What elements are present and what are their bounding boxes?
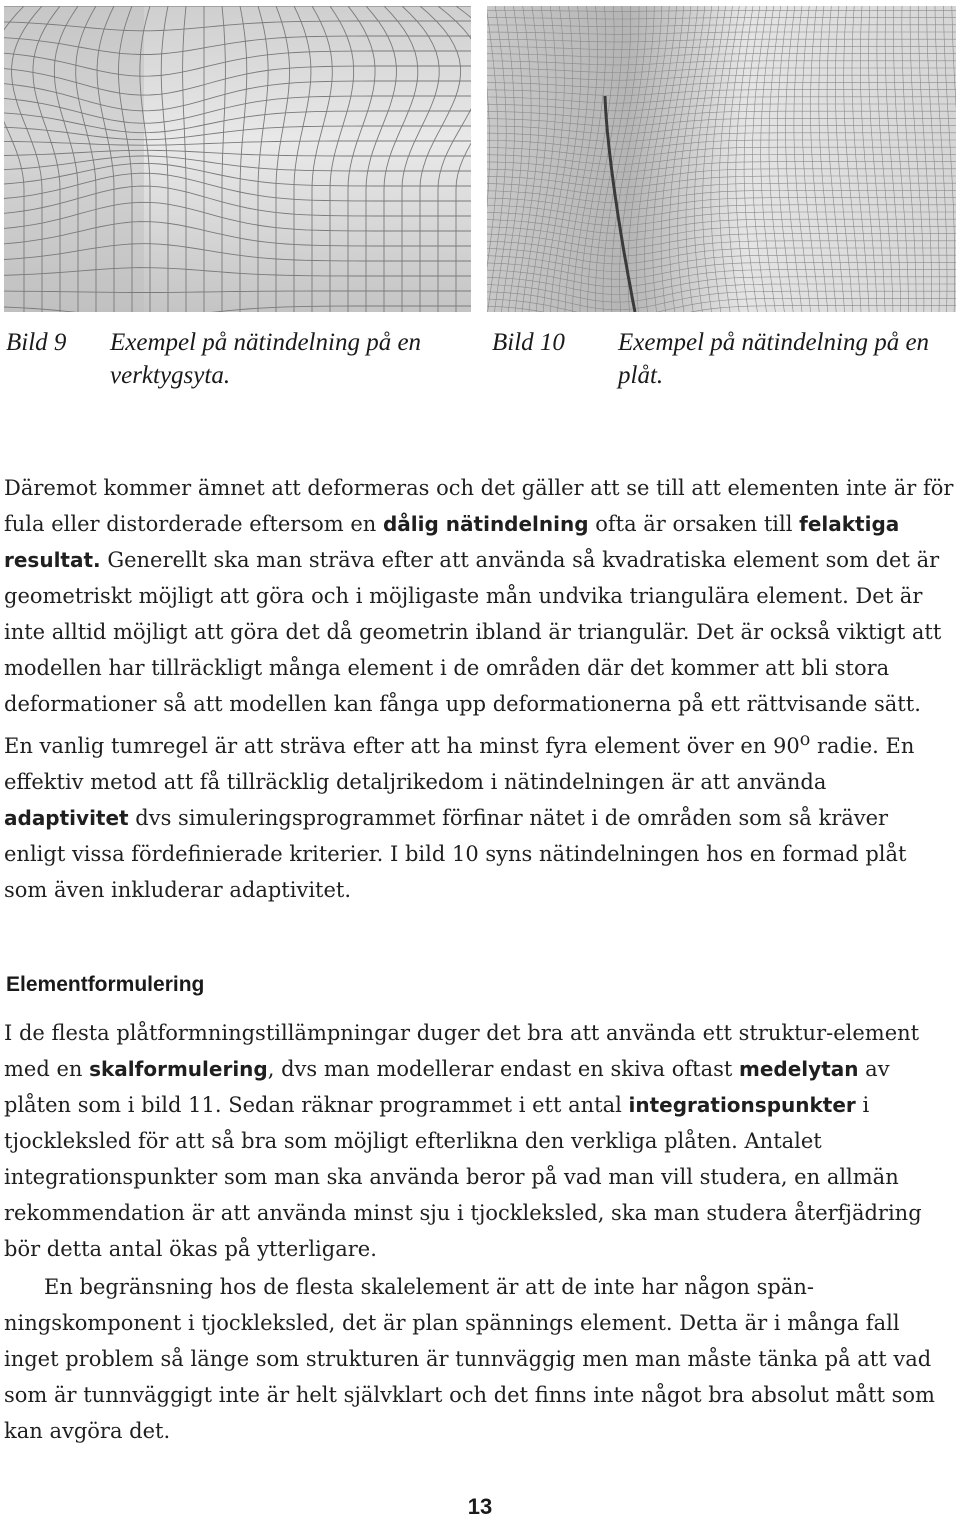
- section-heading: Elementformulering: [6, 973, 205, 996]
- text-run: radie. En effektiv metod att få tillräcklig detaljrikedom i nätindelningen är att använda: [4, 734, 915, 794]
- text-run: i tjockleksled för att så bra som möjligt efterlikna den verkliga plåten. Antalet integrationspunkter som man ska använda beror på vad man vill studera, en allmän rekommendation är att använda minst sju i tjockleksled, ska man studera återfjädring bör detta antal ökas på ytterligare.: [4, 1093, 922, 1261]
- bold-term: integrationspunkter: [628, 1093, 856, 1117]
- page-number: 13: [467, 1494, 493, 1519]
- text-run: I de flesta plåtformningstillämpningar duger det bra att använda ett struktur-element med en: [4, 1021, 920, 1081]
- text-run: ofta är orsaken till: [588, 512, 800, 536]
- bold-term: dålig nätindelning: [382, 512, 589, 536]
- bold-term: skalformulering: [89, 1057, 268, 1081]
- text-run: av plåten som i bild 11. Sedan räknar programmet i ett antal: [4, 1057, 890, 1117]
- text-run: Generellt ska man sträva efter att använda så kvadratiska element som det är geometriskt möjligt att göra och i möjligaste mån undvika triangulära element. Det är inte alltid möjligt att göra det då geometrin ibland är triangulär. Det är också viktigt att modellen har tillräckligt många element i de områden där det kommer att bli stora deformationer så att modellen kan fånga upp deformationerna på ett rättvisande sätt. En vanlig tumregel är att sträva efter att ha minst fyra element över en 90: [4, 548, 942, 758]
- caption-label: Bild 9: [6, 329, 67, 356]
- bold-term: medelytan: [739, 1057, 859, 1081]
- caption-label: Bild 10: [492, 329, 565, 356]
- degree-superscript: o: [799, 730, 811, 750]
- bold-term: adaptivitet: [4, 806, 129, 830]
- caption-text: Exempel på nätindelning på en verktygsyta.: [110, 329, 422, 389]
- paragraph-element-formulation: [4, 1015, 954, 1267]
- mesh-image-sheet: [487, 6, 956, 312]
- mesh-image-tool-surface: [4, 6, 471, 312]
- caption-text: Exempel på nätindelning på en plåt.: [618, 329, 930, 389]
- mesh-figure-tool-surface: [4, 6, 471, 312]
- text-run: dvs simuleringsprogrammet förfinar nätet i de områden som så kräver enligt vissa fördefinierade kriterier. I bild 10 syns nätindelningen hos en formad plåt som även inkluderar adaptivitet.: [4, 806, 907, 902]
- paragraph-mesh-quality: [4, 470, 954, 908]
- text-run: Däremot kommer ämnet att deformeras och det gäller att se till att elementen inte är för fula eller distorderade eftersom en: [4, 476, 954, 536]
- mesh-figure-sheet: [487, 6, 956, 312]
- paragraph-shell-limitation: En begränsning hos de flesta skalelement är att de inte har någon spän-ningskomponent i tjockleksled, det är plan spännings element. Detta är i många fall inget problem så länge som strukturen är tunnväggig men man måste tänka på att vad som är tunnväggigt inte är helt självklart och det finns inte något bra absolut mått som kan avgöra det.: [4, 1275, 935, 1443]
- text-run: , dvs man modellerar endast en skiva oftast: [267, 1057, 740, 1081]
- bold-term: felaktiga resultat.: [4, 512, 900, 572]
